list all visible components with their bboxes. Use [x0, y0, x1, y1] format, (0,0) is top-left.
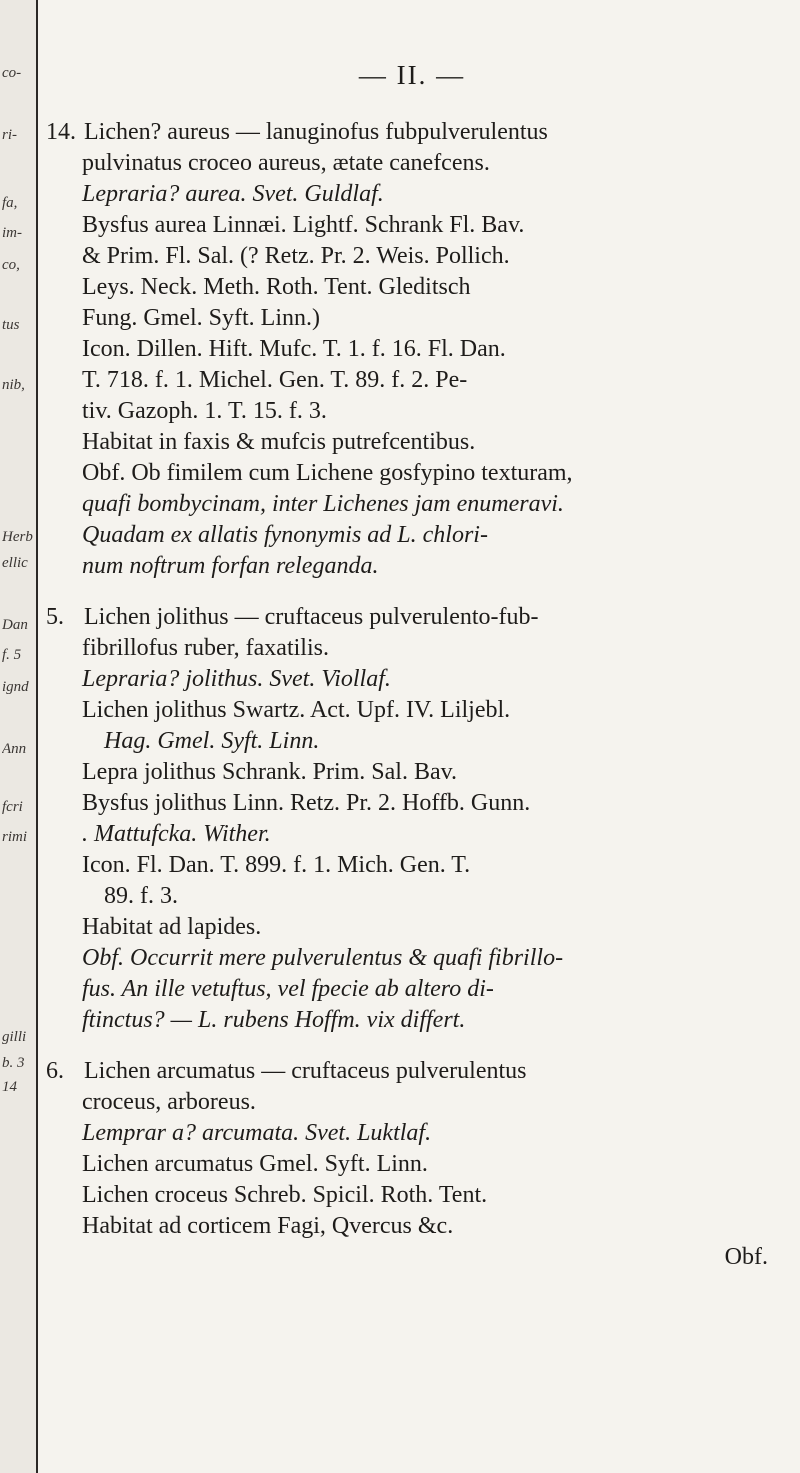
- entry-line: Obf. Occurrit mere pulverulentus & quafi fibrillo-: [82, 945, 564, 971]
- gutter-fragment: ignd: [2, 680, 29, 695]
- gutter-fragment: Herb: [2, 530, 33, 545]
- entry-lichen-aureus: [46, 117, 778, 582]
- entry-line: Habitat ad lapides.: [82, 914, 262, 940]
- entry-line: pulvinatus croceo aureus, ætate canefcens.: [82, 150, 490, 176]
- entry-line: Bysfus aurea Linnæi. Lightf. Schrank Fl. Bav.: [82, 212, 525, 238]
- entry-line: & Prim. Fl. Sal. (? Retz. Pr. 2. Weis. Pollich.: [82, 243, 510, 269]
- document-page: [46, 60, 778, 1293]
- entry-lichen-jolithus: [46, 602, 778, 1036]
- entry-line: Hag. Gmel. Syft. Linn.: [104, 728, 320, 754]
- binding-gutter: [0, 0, 38, 1473]
- entry-lichen-arcumatus: [46, 1056, 778, 1273]
- entry-line: fibrillofus ruber, faxatilis.: [82, 635, 329, 661]
- gutter-fragment: nib,: [2, 378, 25, 393]
- gutter-fragment: Ann: [2, 742, 27, 757]
- gutter-fragment: 14: [2, 1080, 17, 1095]
- entry-line: Lepraria? jolithus. Svet. Viollaf.: [82, 666, 391, 692]
- entry-line: ftinctus? — L. rubens Hoffm. vix differt.: [82, 1007, 466, 1033]
- gutter-fragment: rimi: [2, 830, 28, 845]
- gutter-fragment: ri-: [2, 128, 17, 143]
- entry-line: num noftrum forfan releganda.: [82, 553, 379, 579]
- entry-number: 14.: [46, 119, 76, 145]
- entry-line: Lepraria? aurea. Svet. Guldlaf.: [82, 181, 384, 207]
- entry-line: 89. f. 3.: [104, 883, 178, 909]
- entry-line: T. 718. f. 1. Michel. Gen. T. 89. f. 2. Pe-: [82, 367, 468, 393]
- entry-line: Lichen jolithus — cruftaceus pulverulento-fub-: [84, 604, 539, 630]
- entry-line: Habitat ad corticem Fagi, Qvercus &c.: [82, 1213, 454, 1239]
- entry-line: Bysfus jolithus Linn. Retz. Pr. 2. Hoffb. Gunn.: [82, 790, 531, 816]
- entry-line: Quadam ex allatis fynonymis ad L. chlori-: [82, 522, 488, 548]
- entry-line: Lepra jolithus Schrank. Prim. Sal. Bav.: [82, 759, 458, 785]
- gutter-fragment: co,: [2, 258, 20, 273]
- entry-line: Icon. Fl. Dan. T. 899. f. 1. Mich. Gen. T.: [82, 852, 471, 878]
- entry-line: Lichen arcumatus — cruftaceus pulverulentus: [84, 1058, 527, 1084]
- gutter-fragment: tus: [2, 318, 20, 333]
- gutter-fragment: ellic: [2, 556, 28, 571]
- entry-line: Lichen? aureus — lanuginofus fubpulverulentus: [84, 119, 548, 145]
- entry-number: 5.: [46, 604, 64, 630]
- entry-first-line: [46, 117, 778, 148]
- entry-line: Lichen arcumatus Gmel. Syft. Linn.: [82, 1151, 428, 1177]
- page-header: — II. —: [358, 60, 466, 90]
- entry-line: Fung. Gmel. Syft. Linn.): [82, 305, 320, 331]
- entry-line: . Mattufcka. Wither.: [82, 821, 271, 847]
- entry-line: Icon. Dillen. Hift. Mufc. T. 1. f. 16. Fl. Dan.: [82, 336, 506, 362]
- catchword: Obf.: [724, 1244, 768, 1270]
- gutter-fragment: co-: [2, 66, 22, 81]
- entry-line: tiv. Gazoph. 1. T. 15. f. 3.: [82, 398, 327, 424]
- entry-line: fus. An ille vetuftus, vel fpecie ab altero di-: [82, 976, 494, 1002]
- gutter-fragment: fa,: [2, 196, 18, 211]
- entry-line: Obf. Ob fimilem cum Lichene gosfypino texturam,: [82, 460, 573, 486]
- entry-line: Habitat in faxis & mufcis putrefcentibus.: [82, 429, 476, 455]
- entry-line: Lemprar a? arcumata. Svet. Luktlaf.: [82, 1120, 432, 1146]
- entry-line: croceus, arboreus.: [82, 1089, 256, 1115]
- gutter-fragment: Dan: [2, 618, 28, 633]
- gutter-fragment: gilli: [2, 1030, 27, 1045]
- entry-first-line: [46, 1056, 778, 1087]
- gutter-fragment: im-: [2, 226, 22, 241]
- entry-line: Lichen croceus Schreb. Spicil. Roth. Tent.: [82, 1182, 488, 1208]
- entry-line: quafi bombycinam, inter Lichenes jam enumeravi.: [82, 491, 564, 517]
- entry-first-line: [46, 602, 778, 633]
- entry-line: Leys. Neck. Meth. Roth. Tent. Gleditsch: [82, 274, 471, 300]
- gutter-fragment: f. 5: [2, 648, 22, 663]
- gutter-fragment: fcri: [2, 800, 23, 815]
- gutter-fragment: b. 3: [2, 1056, 25, 1071]
- entry-line: Lichen jolithus Swartz. Act. Upf. IV. Liljebl.: [82, 697, 511, 723]
- entry-number: 6.: [46, 1058, 64, 1084]
